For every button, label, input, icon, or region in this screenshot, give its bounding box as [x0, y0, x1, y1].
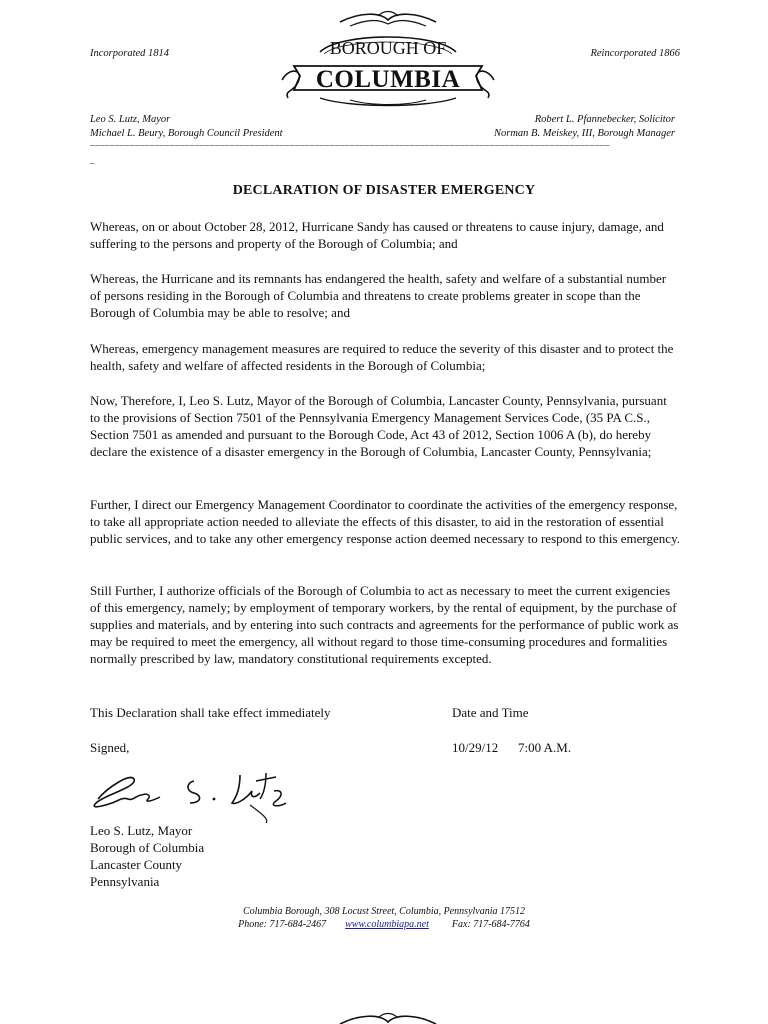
paragraph-now-therefore: Now, Therefore, I, Leo S. Lutz, Mayor of the Borough of Columbia, Lancaster County, Pennsylvania, pursuant to the provisions of Section 7501 of the Pennsylvania Emergency Management Services Code, (35 PA C.S., Section 7501 as amended and pursuant to the Borough Code, Act 43 of 2012, Section 1006 A (b), do hereby declare the existence of a disaster emergency in the Borough of Columbia, Lancaster County, Pennsylvania;: [90, 393, 667, 459]
footer-website-link[interactable]: www.columbiapa.net: [345, 919, 429, 930]
mayor-name: Leo S. Lutz, Mayor: [90, 114, 171, 125]
officials-left: [90, 113, 283, 141]
mayor-signature: [90, 765, 290, 825]
date-value: 10/29/12: [452, 740, 499, 755]
signatory-state: Pennsylvania: [90, 874, 160, 889]
signatory-borough: Borough of Columbia: [90, 840, 205, 855]
paragraph-whereas-3: Whereas, emergency management measures are required to reduce the severity of this disaster and to protect the health, safety and welfare of affected residents in the Borough of Columbia;: [90, 341, 674, 373]
footer-address: Columbia Borough, 308 Locust Street, Columbia, Pennsylvania 17512: [242, 906, 526, 917]
document-title: DECLARATION OF DISASTER EMERGENCY: [232, 183, 536, 198]
signatory-name: Leo S. Lutz, Mayor: [90, 823, 193, 838]
signatory-block: [90, 822, 204, 890]
council-president-name: Michael L. Beury, Borough Council President: [90, 128, 283, 139]
paragraph-whereas-2: Whereas, the Hurricane and its remnants has endangered the health, safety and welfare of a substantial number of persons residing in the Borough of Columbia and threatens to create problems greater in scope than the Borough of Columbia may be able to resolve; and: [90, 271, 667, 320]
borough-logo: [280, 10, 496, 108]
reincorporated-text: Reincorporated 1866: [590, 48, 680, 59]
header-rule: ________________________________________________________________________________________________________: [90, 138, 610, 147]
paragraph-whereas-1: Whereas, on or about October 28, 2012, Hurricane Sandy has caused or threatens to cause injury, damage, and suffering to the persons and property of the Borough of Columbia; and: [90, 219, 664, 251]
signatory-county: Lancaster County: [90, 857, 183, 872]
footer-phone: Phone: 717-684-2467: [238, 919, 327, 930]
manager-name: Norman B. Meiskey, III, Borough Manager: [494, 128, 675, 139]
header-rule-tail: –: [90, 158, 95, 168]
time-value: 7:00 A.M.: [518, 740, 572, 755]
signed-label: Signed,: [90, 740, 130, 755]
solicitor-name: Robert L. Pfannebecker, Solicitor: [534, 114, 675, 125]
footer-contact: [0, 919, 768, 930]
logo-line2: COLUMBIA: [315, 66, 461, 93]
officials-right: [430, 113, 675, 141]
effect-statement: This Declaration shall take effect immediately: [90, 705, 331, 720]
next-page-logo-fragment: [280, 1004, 496, 1024]
paragraph-still-further: Still Further, I authorize officials of the Borough of Columbia to act as necessary to meet the current exigencies of this emergency, namely; by employment of temporary workers, by the rental of equipment, by the purchase of supplies and materials, and by entering into such contracts and agreements for the performance of public work as may be required to meet the emergency, all without regard to those time-consuming procedures and formalities normally prescribed by law, mandatory constitutional requirements excepted.: [90, 583, 679, 666]
incorporated-text: Incorporated 1814: [90, 48, 170, 59]
footer-fax: Fax: 717-684-7764: [451, 919, 530, 930]
date-time-label: Date and Time: [452, 705, 529, 720]
paragraph-further: Further, I direct our Emergency Management Coordinator to coordinate the activities of the emergency response, to take all appropriate action needed to alleviate the effects of this disaster, to aid in the restoration of essential public services, and to take any other emergency response action deemed necessary to respond to this emergency.: [90, 497, 680, 546]
logo-line1: BOROUGH OF: [329, 38, 447, 58]
